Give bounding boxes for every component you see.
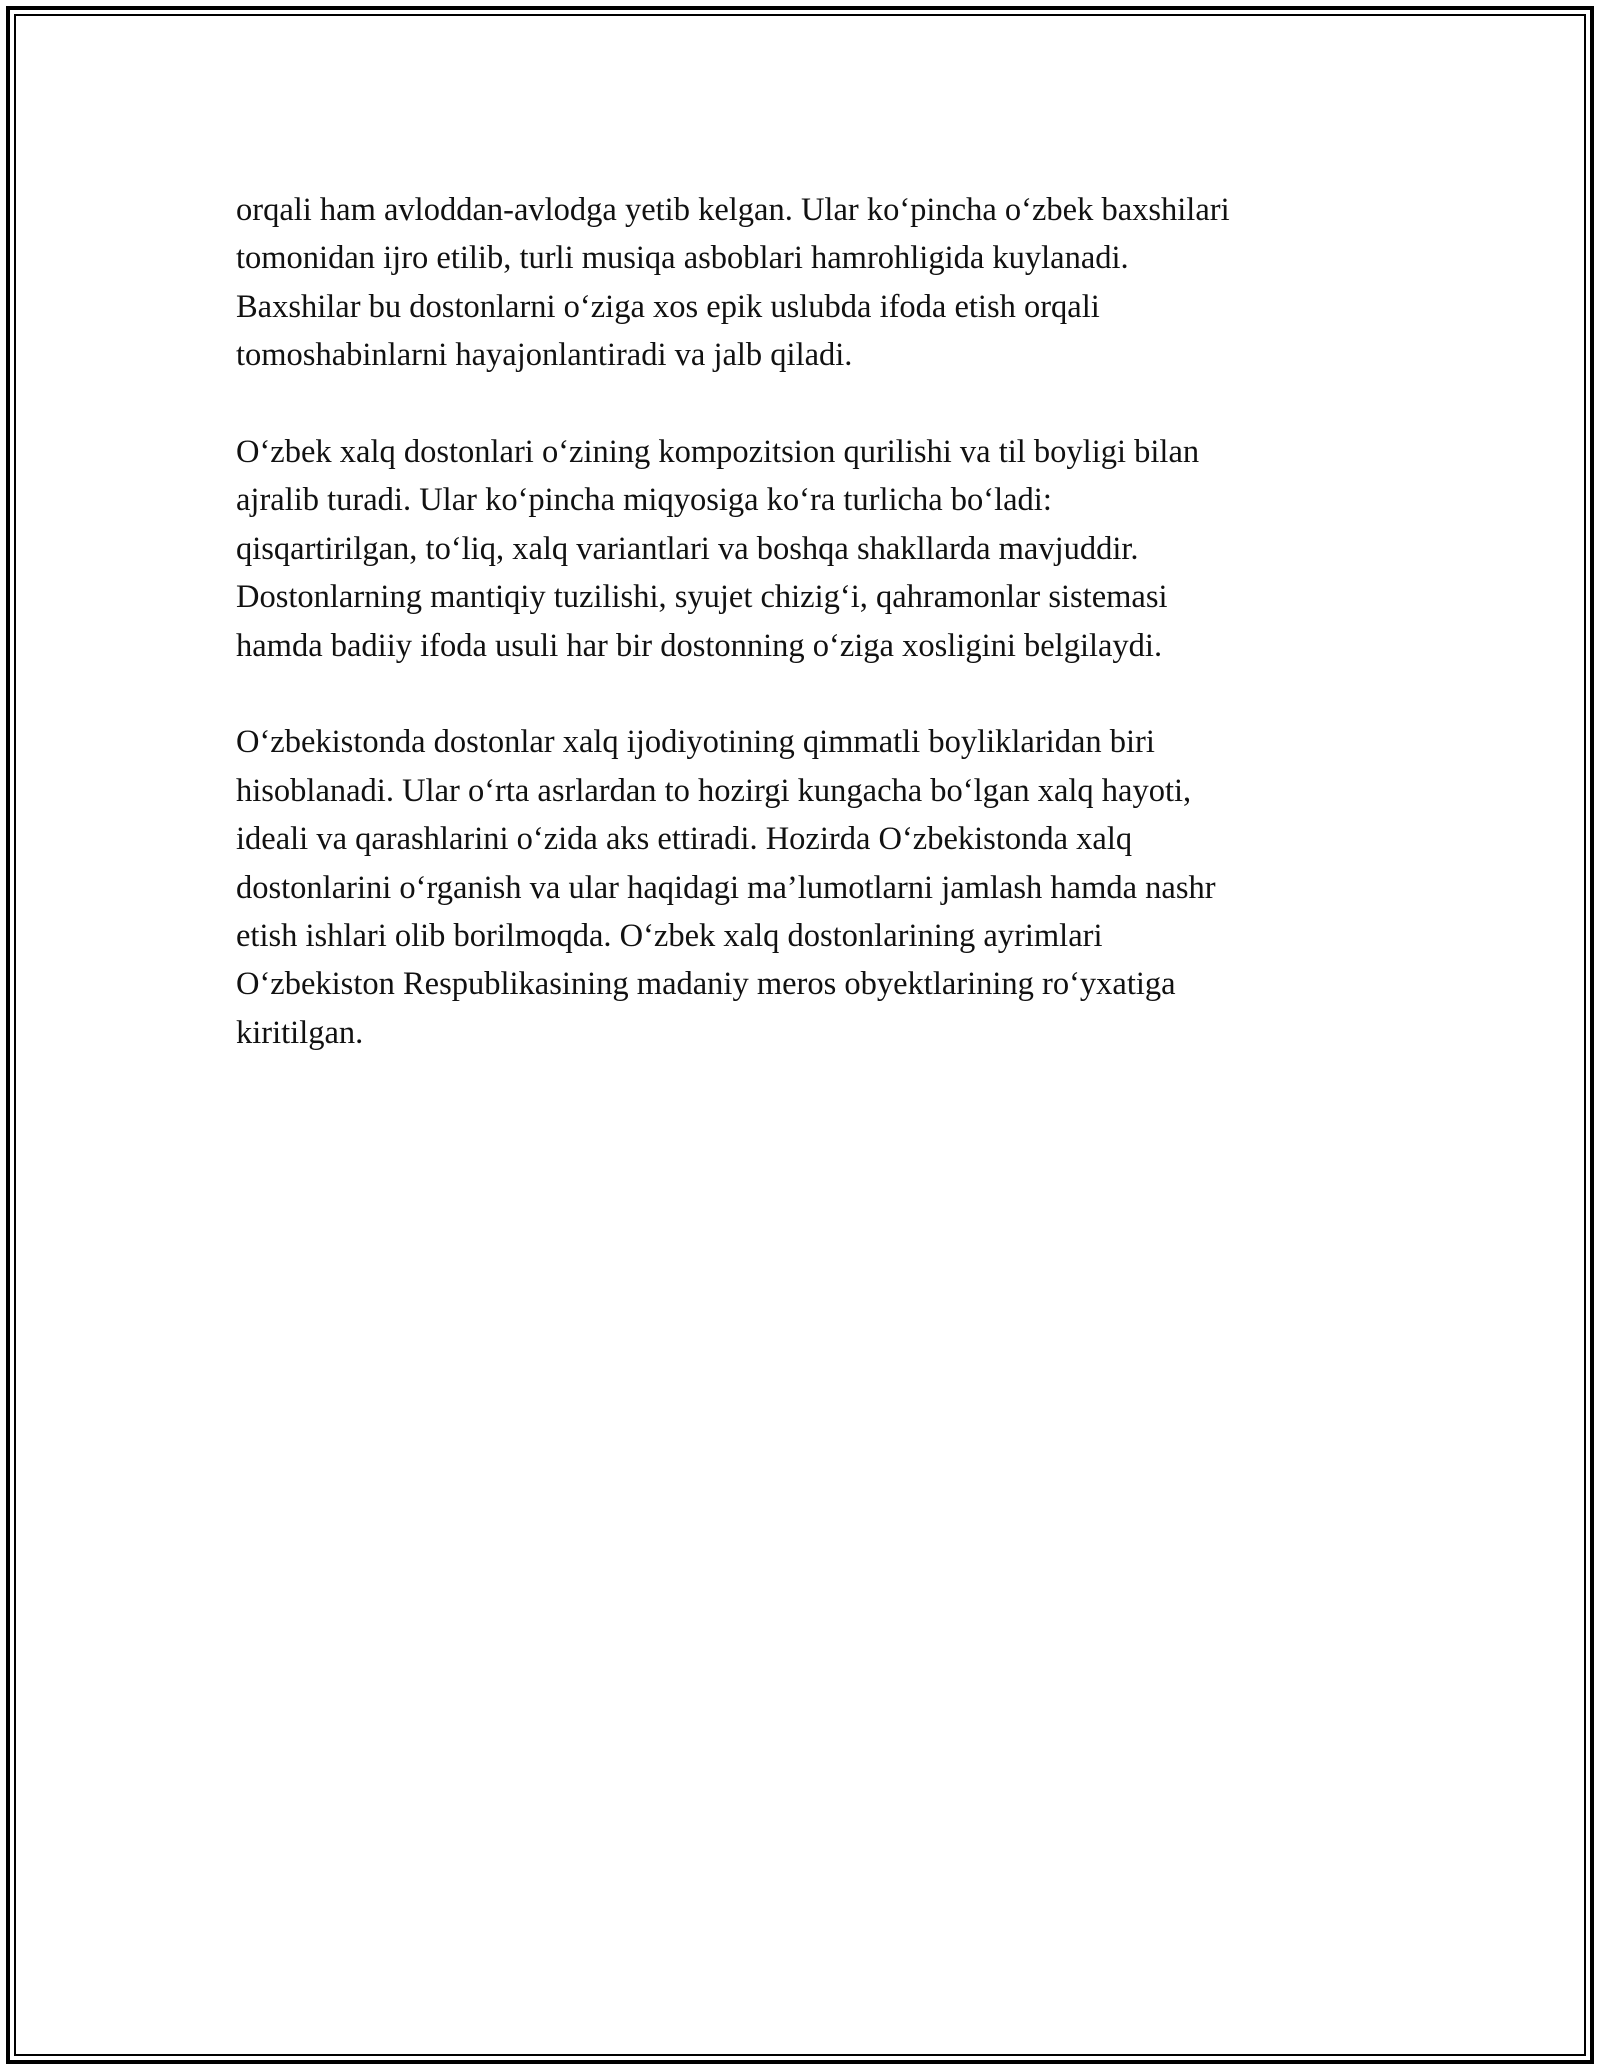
- paragraph-1: orqali ham avloddan-avlodga yetib kelgan. Ular ko‘pincha o‘zbek baxshilari tomonidan ijro etilib, turli musiqa asboblari hamrohligida kuylanadi. Baxshilar bu dostonlarni o‘ziga xos epik uslubda ifoda etish orqali tomoshabinlarni hayajonlantiradi va jalb qiladi.: [236, 192, 1230, 374]
- document-body: [236, 186, 1416, 1057]
- paragraph-2: O‘zbek xalq dostonlari o‘zining kompozitsion qurilishi va til boyligi bilan ajralib turadi. Ular ko‘pincha miqyosiga ko‘ra turlicha bo‘ladi: qisqartirilgan, to‘liq, xalq variantlari va boshqa shakllarda mavjuddir. Dostonlarning mantiqiy tuzilishi, syujet chizig‘i, qahramonlar sistemasi hamda badiiy ifoda usuli har bir dostonning o‘ziga xosligini belgilaydi.: [236, 434, 1200, 664]
- paragraph-3: O‘zbekistonda dostonlar xalq ijodiyotining qimmatli boyliklaridan biri hisoblanadi. Ular o‘rta asrlardan to hozirgi kungacha bo‘lgan xalq hayoti, ideali va qarashlarini o‘zida aks ettiradi. Hozirda O‘zbekistonda xalq dostonlarini o‘rganish va ular haqidagi ma’lumotlarni jamlash hamda nashr etish ishlari olib borilmoqda. O‘zbek xalq dostonlarining ayrimlari O‘zbekiston Respublikasining madaniy meros obyektlarining ro‘yxatiga kiritilgan.: [236, 724, 1216, 1051]
